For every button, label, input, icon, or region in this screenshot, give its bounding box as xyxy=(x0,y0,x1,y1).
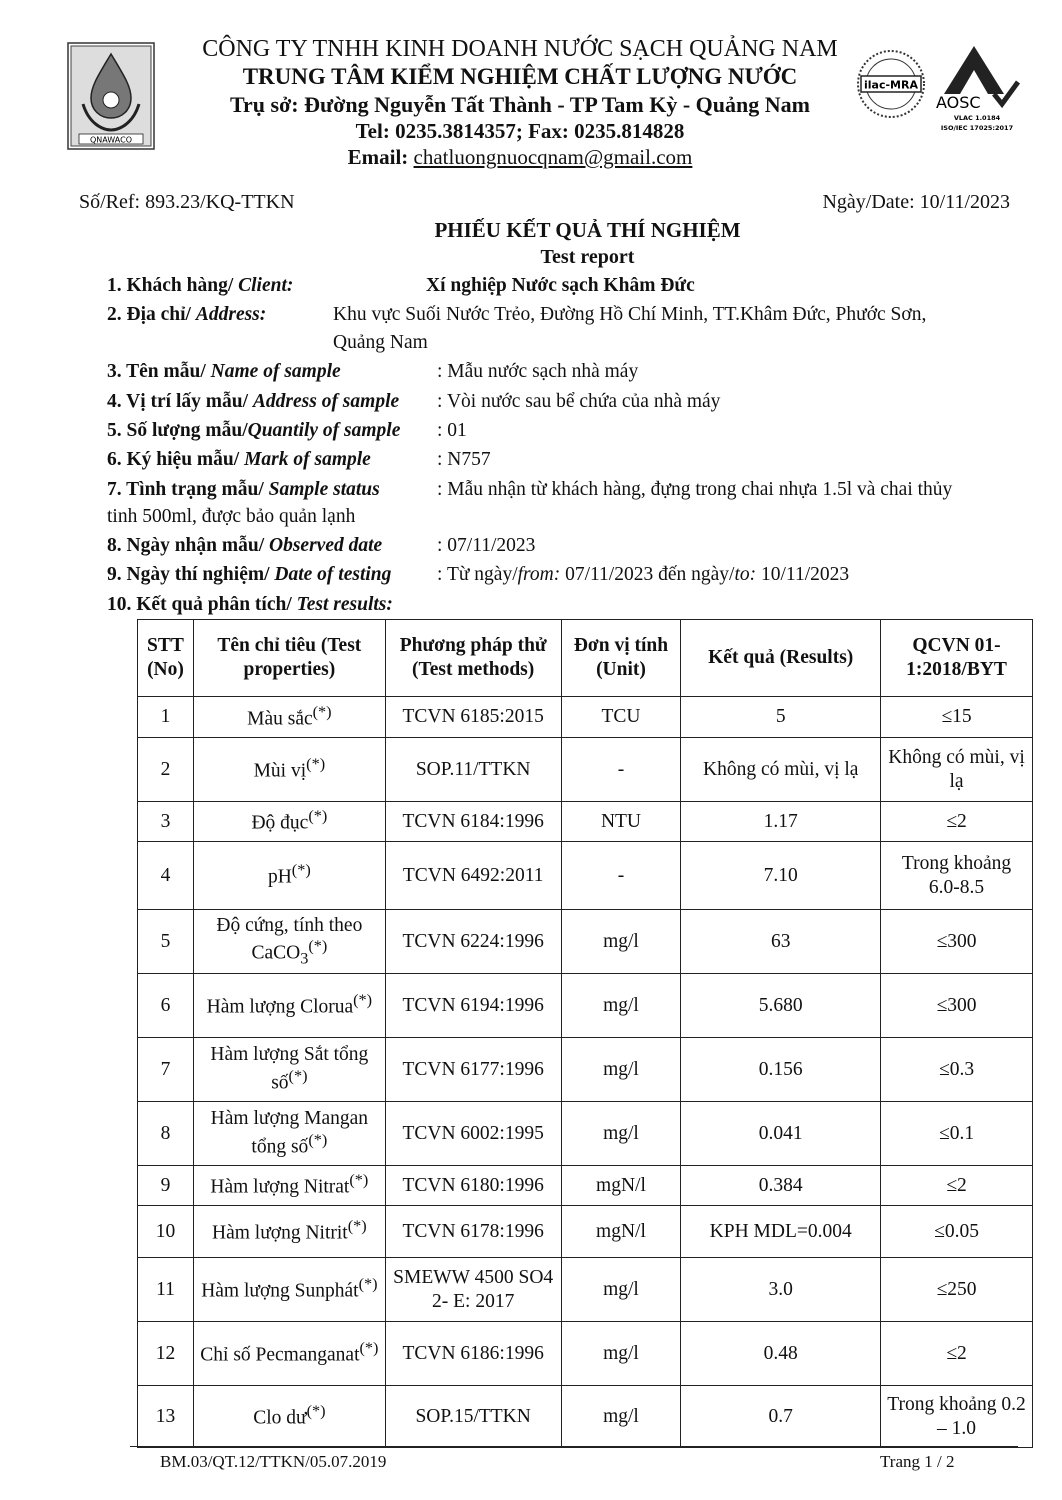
cell-method: TCVN 6184:1996 xyxy=(385,802,561,842)
header-no: STT (No) xyxy=(138,620,194,697)
header-property: Tên chỉ tiêu (Test properties) xyxy=(193,620,385,697)
test-results-label: 10. Kết quả phân tích/ Test results: xyxy=(107,594,393,615)
table-row xyxy=(138,1322,1033,1386)
cell-unit: mgN/l xyxy=(561,1206,681,1258)
sample-mark-value: : N757 xyxy=(437,449,491,470)
cell-standard: Không có mùi, vị lạ xyxy=(881,738,1033,802)
cell-method: TCVN 6002:1995 xyxy=(385,1102,561,1166)
client-value: Xí nghiệp Nước sạch Khâm Đức xyxy=(426,275,695,296)
cell-method: TCVN 6180:1996 xyxy=(385,1166,561,1206)
cell-unit: mg/l xyxy=(561,1386,681,1448)
cell-result: 0.384 xyxy=(681,1166,881,1206)
head-office: Trụ sở: Đường Nguyễn Tất Thành - TP Tam Kỳ - Quảng Nam xyxy=(230,92,810,117)
table-row xyxy=(138,842,1033,910)
cell-unit: mgN/l xyxy=(561,1166,681,1206)
table-row xyxy=(138,1166,1033,1206)
cell-result: 0.7 xyxy=(681,1386,881,1448)
address-label: 2. Địa chỉ/ Address: xyxy=(107,304,267,325)
sample-status-label: 7. Tình trạng mẫu/ Sample status xyxy=(107,479,380,500)
reference-number: Số/Ref: 893.23/KQ-TTKN xyxy=(79,191,295,213)
cell-no: 7 xyxy=(138,1038,194,1102)
cell-standard: ≤300 xyxy=(881,910,1033,974)
aosc-logo xyxy=(932,44,1022,136)
cell-property: Chỉ số Pecmanganat(*) xyxy=(193,1322,385,1386)
form-code: BM.03/QT.12/TTKN/05.07.2019 xyxy=(160,1452,387,1471)
table-row xyxy=(138,802,1033,842)
cell-property: Độ đục(*) xyxy=(193,802,385,842)
sample-location-value: : Vòi nước sau bể chứa của nhà máy xyxy=(437,391,721,412)
cell-result: 0.48 xyxy=(681,1322,881,1386)
received-date-value: : 07/11/2023 xyxy=(437,535,536,556)
cell-property: Hàm lượng Sắt tổng số(*) xyxy=(193,1038,385,1102)
header-result: Kết quả (Results) xyxy=(681,620,881,697)
cell-unit: mg/l xyxy=(561,1322,681,1386)
testing-date-label: 9. Ngày thí nghiệm/ Date of testing xyxy=(107,564,392,585)
cell-property: Clo dư(*) xyxy=(193,1386,385,1448)
table-row xyxy=(138,1038,1033,1102)
sample-name-label: 3. Tên mẫu/ Name of sample xyxy=(107,361,341,382)
cell-unit: NTU xyxy=(561,802,681,842)
cell-property: Màu sắc(*) xyxy=(193,697,385,738)
cell-standard: ≤0.1 xyxy=(881,1102,1033,1166)
cell-standard: ≤2 xyxy=(881,1322,1033,1386)
cell-property: Hàm lượng Nitrat(*) xyxy=(193,1166,385,1206)
cell-unit: - xyxy=(561,842,681,910)
cell-method: TCVN 6177:1996 xyxy=(385,1038,561,1102)
cell-no: 13 xyxy=(138,1386,194,1448)
sample-mark-label: 6. Ký hiệu mẫu/ Mark of sample xyxy=(107,449,371,470)
client-label: 1. Khách hàng/ Client: xyxy=(107,275,294,296)
cell-no: 3 xyxy=(138,802,194,842)
cell-no: 2 xyxy=(138,738,194,802)
cell-no: 6 xyxy=(138,974,194,1038)
sample-status-line-1: : Mẫu nhận từ khách hàng, đựng trong chai nhựa 1.5l và chai thủy xyxy=(437,479,953,500)
cell-no: 9 xyxy=(138,1166,194,1206)
contact-phone: Tel: 0235.3814357; Fax: 0235.814828 xyxy=(355,119,685,143)
cell-no: 11 xyxy=(138,1258,194,1322)
cell-standard: Trong khoảng 0.2 – 1.0 xyxy=(881,1386,1033,1448)
cell-method: TCVN 6185:2015 xyxy=(385,697,561,738)
cell-standard: ≤300 xyxy=(881,974,1033,1038)
cell-property: pH(*) xyxy=(193,842,385,910)
table-row xyxy=(138,974,1033,1038)
svg-text:VLAC 1.0184: VLAC 1.0184 xyxy=(953,114,1001,122)
cell-no: 4 xyxy=(138,842,194,910)
cell-result: 0.041 xyxy=(681,1102,881,1166)
table-row xyxy=(138,1386,1033,1448)
email-link[interactable]: chatluongnuocqnam@gmail.com xyxy=(413,145,693,169)
cell-standard: ≤15 xyxy=(881,697,1033,738)
cell-result: 63 xyxy=(681,910,881,974)
cell-property: Hàm lượng Sunphát(*) xyxy=(193,1258,385,1322)
sample-status-line-2: tinh 500ml, được bảo quản lạnh xyxy=(107,506,356,527)
svg-text:QNAWACO: QNAWACO xyxy=(89,135,133,145)
cell-unit: mg/l xyxy=(561,910,681,974)
footer-divider xyxy=(130,1446,1018,1447)
testing-date-value: : Từ ngày/from: 07/11/2023 đến ngày/to: 10/11/2023 xyxy=(437,564,850,585)
cell-no: 1 xyxy=(138,697,194,738)
cell-method: TCVN 6186:1996 xyxy=(385,1322,561,1386)
cell-result: 5.680 xyxy=(681,974,881,1038)
report-title: PHIẾU KẾT QUẢ THÍ NGHIỆM xyxy=(434,218,741,242)
address-line-2: Quảng Nam xyxy=(333,332,428,353)
cell-method: TCVN 6492:2011 xyxy=(385,842,561,910)
cell-standard: ≤2 xyxy=(881,1166,1033,1206)
cell-unit: mg/l xyxy=(561,974,681,1038)
cell-result: 3.0 xyxy=(681,1258,881,1322)
qnawaco-logo xyxy=(67,42,155,150)
header-method: Phương pháp thử (Test methods) xyxy=(385,620,561,697)
cell-property: Hàm lượng Mangan tổng số(*) xyxy=(193,1102,385,1166)
cell-property: Hàm lượng Nitrit(*) xyxy=(193,1206,385,1258)
sample-name-value: : Mẫu nước sạch nhà máy xyxy=(437,361,639,382)
cell-method: TCVN 6224:1996 xyxy=(385,910,561,974)
email-label: Email: xyxy=(347,145,409,169)
cell-unit: mg/l xyxy=(561,1102,681,1166)
cell-unit: TCU xyxy=(561,697,681,738)
cell-standard: ≤0.3 xyxy=(881,1038,1033,1102)
table-row xyxy=(138,910,1033,974)
table-header-row xyxy=(138,620,1033,697)
cell-no: 8 xyxy=(138,1102,194,1166)
cell-method: SMEWW 4500 SO4 2- E: 2017 xyxy=(385,1258,561,1322)
table-row xyxy=(138,1206,1033,1258)
report-date: Ngày/Date: 10/11/2023 xyxy=(822,191,1010,213)
address-line-1: Khu vực Suối Nước Trẻo, Đường Hồ Chí Minh, TT.Khâm Đức, Phước Sơn, xyxy=(333,304,927,325)
sample-quantity-label: 5. Số lượng mẫu/Quantily of sample xyxy=(107,420,401,441)
report-subtitle: Test report xyxy=(540,246,635,268)
svg-text:AOSC: AOSC xyxy=(936,93,981,112)
cell-method: SOP.15/TTKN xyxy=(385,1386,561,1448)
cell-result: KPH MDL=0.004 xyxy=(681,1206,881,1258)
cell-unit: mg/l xyxy=(561,1038,681,1102)
contact-email xyxy=(170,145,870,170)
cell-method: TCVN 6194:1996 xyxy=(385,974,561,1038)
page-number: Trang 1 / 2 xyxy=(880,1452,955,1471)
svg-text:ilac-MRA: ilac-MRA xyxy=(864,78,918,92)
center-name: TRUNG TÂM KIỂM NGHIỆM CHẤT LƯỢNG NƯỚC xyxy=(242,64,798,89)
svg-text:ISO/IEC 17025:2017: ISO/IEC 17025:2017 xyxy=(940,124,1014,132)
cell-method: TCVN 6178:1996 xyxy=(385,1206,561,1258)
table-row xyxy=(138,697,1033,738)
cell-property: Độ cứng, tính theo CaCO$_3$(*) xyxy=(193,910,385,974)
cell-result: Không có mùi, vị lạ xyxy=(681,738,881,802)
cell-result: 5 xyxy=(681,697,881,738)
cell-standard: ≤0.05 xyxy=(881,1206,1033,1258)
cell-unit: mg/l xyxy=(561,1258,681,1322)
cell-result: 1.17 xyxy=(681,802,881,842)
cell-standard: ≤250 xyxy=(881,1258,1033,1322)
table-row xyxy=(138,1258,1033,1322)
company-name: CÔNG TY TNHH KINH DOANH NƯỚC SẠCH QUẢNG NAM xyxy=(202,36,838,62)
table-row xyxy=(138,1102,1033,1166)
sample-quantity-value: : 01 xyxy=(437,420,467,441)
cell-unit: - xyxy=(561,738,681,802)
cell-method: SOP.11/TTKN xyxy=(385,738,561,802)
cell-result: 0.156 xyxy=(681,1038,881,1102)
cell-result: 7.10 xyxy=(681,842,881,910)
sample-location-label: 4. Vị trí lấy mẫu/ Address of sample xyxy=(107,391,400,412)
cell-property: Hàm lượng Clorua(*) xyxy=(193,974,385,1038)
cell-no: 12 xyxy=(138,1322,194,1386)
cell-property: Mùi vị(*) xyxy=(193,738,385,802)
results-table xyxy=(137,619,1033,1448)
table-row xyxy=(138,738,1033,802)
cell-standard: ≤2 xyxy=(881,802,1033,842)
cell-no: 10 xyxy=(138,1206,194,1258)
header-unit: Đơn vị tính (Unit) xyxy=(561,620,681,697)
cell-standard: Trong khoảng 6.0-8.5 xyxy=(881,842,1033,910)
cell-no: 5 xyxy=(138,910,194,974)
header-standard: QCVN 01-1:2018/BYT xyxy=(881,620,1033,697)
received-date-label: 8. Ngày nhận mẫu/ Observed date xyxy=(107,535,383,556)
